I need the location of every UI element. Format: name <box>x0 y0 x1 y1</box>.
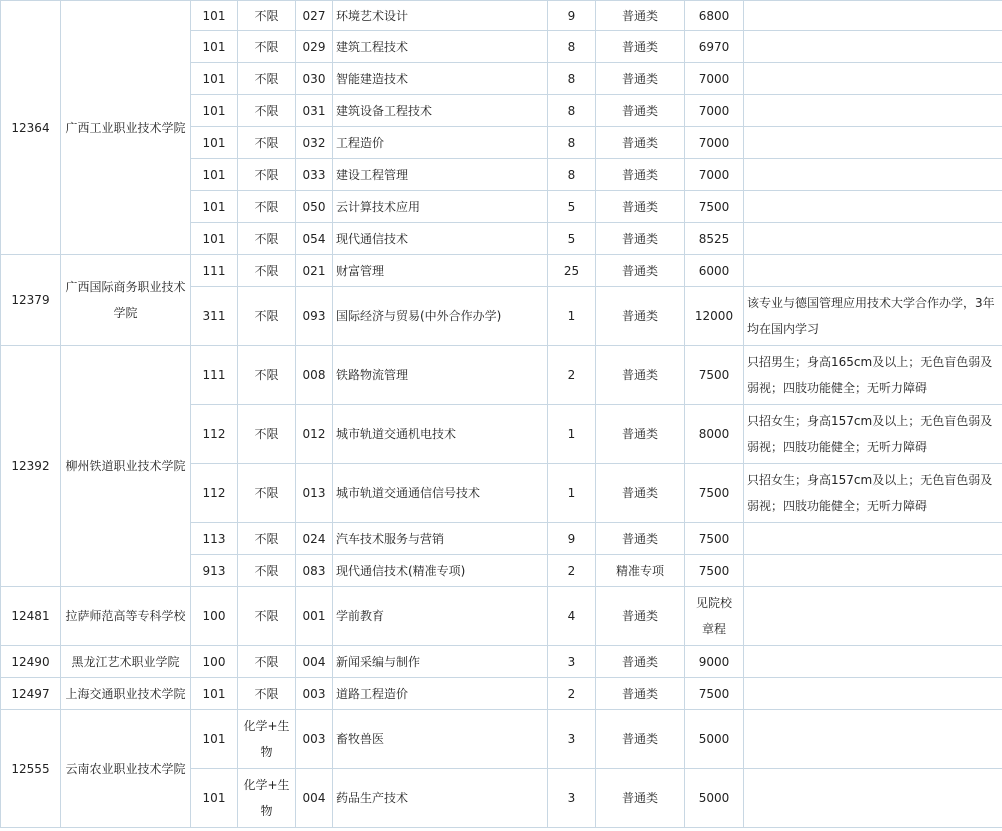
remark: 只招女生；身高157cm及以上；无色盲色弱及弱视；四肢功能健全；无听力障碍 <box>744 464 1002 523</box>
major-name: 药品生产技术 <box>333 769 548 828</box>
plan-count: 8 <box>548 95 596 127</box>
remark <box>744 95 1002 127</box>
tuition-fee: 9000 <box>685 646 744 678</box>
plan-count: 8 <box>548 159 596 191</box>
plan-count: 8 <box>548 63 596 95</box>
plan-type: 普通类 <box>596 159 685 191</box>
group-code: 101 <box>191 710 238 769</box>
tuition-fee: 12000 <box>685 287 744 346</box>
plan-count: 1 <box>548 464 596 523</box>
major-code: 013 <box>296 464 333 523</box>
plan-type: 普通类 <box>596 646 685 678</box>
plan-type: 普通类 <box>596 523 685 555</box>
group-code: 101 <box>191 127 238 159</box>
major-name: 城市轨道交通通信信号技术 <box>333 464 548 523</box>
plan-count: 2 <box>548 346 596 405</box>
major-code: 093 <box>296 287 333 346</box>
group-code: 101 <box>191 191 238 223</box>
group-code: 101 <box>191 769 238 828</box>
subject-requirement: 不限 <box>238 31 296 63</box>
group-code: 913 <box>191 555 238 587</box>
table-row <box>1 255 1002 287</box>
tuition-fee: 8525 <box>685 223 744 255</box>
tuition-fee: 7500 <box>685 555 744 587</box>
plan-type: 普通类 <box>596 405 685 464</box>
plan-type: 普通类 <box>596 678 685 710</box>
remark <box>744 646 1002 678</box>
remark <box>744 191 1002 223</box>
group-code: 101 <box>191 159 238 191</box>
table-row <box>1 678 1002 710</box>
table-row <box>1 646 1002 678</box>
major-code: 027 <box>296 1 333 31</box>
remark: 该专业与德国管理应用技术大学合作办学，3年均在国内学习 <box>744 287 1002 346</box>
tuition-fee: 7500 <box>685 678 744 710</box>
tuition-fee: 6000 <box>685 255 744 287</box>
remark <box>744 587 1002 646</box>
tuition-fee: 8000 <box>685 405 744 464</box>
plan-type: 普通类 <box>596 127 685 159</box>
subject-requirement: 不限 <box>238 255 296 287</box>
major-name: 现代通信技术(精准专项) <box>333 555 548 587</box>
major-name: 建筑设备工程技术 <box>333 95 548 127</box>
tuition-fee: 7000 <box>685 127 744 159</box>
major-code: 001 <box>296 587 333 646</box>
tuition-fee: 6800 <box>685 1 744 31</box>
subject-requirement: 不限 <box>238 646 296 678</box>
group-code: 101 <box>191 223 238 255</box>
plan-count: 8 <box>548 127 596 159</box>
remark <box>744 1 1002 31</box>
subject-requirement: 不限 <box>238 523 296 555</box>
plan-type: 普通类 <box>596 63 685 95</box>
remark <box>744 255 1002 287</box>
school-code: 12392 <box>1 346 61 587</box>
major-name: 道路工程造价 <box>333 678 548 710</box>
school-name: 黑龙江艺术职业学院 <box>61 646 191 678</box>
group-code: 101 <box>191 1 238 31</box>
plan-count: 5 <box>548 223 596 255</box>
remark <box>744 159 1002 191</box>
group-code: 100 <box>191 646 238 678</box>
group-code: 311 <box>191 287 238 346</box>
major-code: 003 <box>296 678 333 710</box>
major-code: 030 <box>296 63 333 95</box>
major-name: 畜牧兽医 <box>333 710 548 769</box>
remark <box>744 63 1002 95</box>
major-code: 083 <box>296 555 333 587</box>
major-name: 工程造价 <box>333 127 548 159</box>
remark <box>744 769 1002 828</box>
plan-type: 普通类 <box>596 769 685 828</box>
tuition-fee: 7000 <box>685 95 744 127</box>
remark <box>744 523 1002 555</box>
subject-requirement: 不限 <box>238 63 296 95</box>
major-code: 031 <box>296 95 333 127</box>
major-name: 云计算技术应用 <box>333 191 548 223</box>
major-name: 建筑工程技术 <box>333 31 548 63</box>
school-name: 柳州铁道职业技术学院 <box>61 346 191 587</box>
remark <box>744 678 1002 710</box>
subject-requirement: 不限 <box>238 159 296 191</box>
tuition-fee: 见院校章程 <box>685 587 744 646</box>
plan-count: 2 <box>548 555 596 587</box>
major-name: 国际经济与贸易(中外合作办学) <box>333 287 548 346</box>
school-name: 拉萨师范高等专科学校 <box>61 587 191 646</box>
major-code: 054 <box>296 223 333 255</box>
plan-type: 普通类 <box>596 191 685 223</box>
plan-count: 4 <box>548 587 596 646</box>
subject-requirement: 不限 <box>238 464 296 523</box>
remark <box>744 555 1002 587</box>
table-row <box>1 346 1002 405</box>
remark: 只招男生；身高165cm及以上；无色盲色弱及弱视；四肢功能健全；无听力障碍 <box>744 346 1002 405</box>
group-code: 112 <box>191 405 238 464</box>
school-code: 12497 <box>1 678 61 710</box>
plan-count: 3 <box>548 710 596 769</box>
plan-type: 普通类 <box>596 255 685 287</box>
major-name: 智能建造技术 <box>333 63 548 95</box>
plan-count: 1 <box>548 405 596 464</box>
major-code: 012 <box>296 405 333 464</box>
plan-type: 普通类 <box>596 587 685 646</box>
subject-requirement: 不限 <box>238 127 296 159</box>
plan-type: 精准专项 <box>596 555 685 587</box>
subject-requirement: 不限 <box>238 1 296 31</box>
subject-requirement: 化学+生物 <box>238 769 296 828</box>
major-code: 050 <box>296 191 333 223</box>
table-row <box>1 1 1002 31</box>
subject-requirement: 化学+生物 <box>238 710 296 769</box>
plan-type: 普通类 <box>596 287 685 346</box>
group-code: 101 <box>191 31 238 63</box>
subject-requirement: 不限 <box>238 555 296 587</box>
major-name: 新闻采编与制作 <box>333 646 548 678</box>
plan-type: 普通类 <box>596 464 685 523</box>
group-code: 113 <box>191 523 238 555</box>
plan-count: 9 <box>548 1 596 31</box>
plan-count: 3 <box>548 646 596 678</box>
major-code: 033 <box>296 159 333 191</box>
school-name: 云南农业职业技术学院 <box>61 710 191 828</box>
tuition-fee: 5000 <box>685 769 744 828</box>
tuition-fee: 7000 <box>685 159 744 191</box>
school-name: 上海交通职业技术学院 <box>61 678 191 710</box>
plan-count: 3 <box>548 769 596 828</box>
school-name: 广西工业职业技术学院 <box>61 1 191 255</box>
group-code: 111 <box>191 255 238 287</box>
plan-type: 普通类 <box>596 346 685 405</box>
major-name: 建设工程管理 <box>333 159 548 191</box>
school-name: 广西国际商务职业技术学院 <box>61 255 191 346</box>
plan-type: 普通类 <box>596 710 685 769</box>
remark <box>744 31 1002 63</box>
major-code: 004 <box>296 769 333 828</box>
subject-requirement: 不限 <box>238 678 296 710</box>
subject-requirement: 不限 <box>238 95 296 127</box>
plan-type: 普通类 <box>596 31 685 63</box>
group-code: 101 <box>191 678 238 710</box>
remark <box>744 127 1002 159</box>
table-row <box>1 587 1002 646</box>
remark <box>744 223 1002 255</box>
major-name: 学前教育 <box>333 587 548 646</box>
major-name: 现代通信技术 <box>333 223 548 255</box>
group-code: 100 <box>191 587 238 646</box>
tuition-fee: 6970 <box>685 31 744 63</box>
major-name: 铁路物流管理 <box>333 346 548 405</box>
subject-requirement: 不限 <box>238 191 296 223</box>
major-code: 032 <box>296 127 333 159</box>
major-code: 021 <box>296 255 333 287</box>
major-name: 财富管理 <box>333 255 548 287</box>
major-code: 003 <box>296 710 333 769</box>
subject-requirement: 不限 <box>238 287 296 346</box>
school-code: 12555 <box>1 710 61 828</box>
plan-count: 5 <box>548 191 596 223</box>
remark <box>744 710 1002 769</box>
major-code: 024 <box>296 523 333 555</box>
tuition-fee: 7000 <box>685 63 744 95</box>
major-code: 004 <box>296 646 333 678</box>
remark: 只招女生；身高157cm及以上；无色盲色弱及弱视；四肢功能健全；无听力障碍 <box>744 405 1002 464</box>
plan-count: 9 <box>548 523 596 555</box>
school-code: 12379 <box>1 255 61 346</box>
plan-type: 普通类 <box>596 1 685 31</box>
major-code: 008 <box>296 346 333 405</box>
tuition-fee: 7500 <box>685 346 744 405</box>
group-code: 101 <box>191 63 238 95</box>
plan-type: 普通类 <box>596 223 685 255</box>
tuition-fee: 7500 <box>685 523 744 555</box>
group-code: 111 <box>191 346 238 405</box>
major-name: 城市轨道交通机电技术 <box>333 405 548 464</box>
subject-requirement: 不限 <box>238 405 296 464</box>
plan-count: 2 <box>548 678 596 710</box>
plan-type: 普通类 <box>596 95 685 127</box>
subject-requirement: 不限 <box>238 587 296 646</box>
plan-count: 1 <box>548 287 596 346</box>
tuition-fee: 7500 <box>685 191 744 223</box>
plan-count: 8 <box>548 31 596 63</box>
tuition-fee: 7500 <box>685 464 744 523</box>
major-name: 汽车技术服务与营销 <box>333 523 548 555</box>
group-code: 101 <box>191 95 238 127</box>
plan-count: 25 <box>548 255 596 287</box>
major-name: 环境艺术设计 <box>333 1 548 31</box>
subject-requirement: 不限 <box>238 223 296 255</box>
subject-requirement: 不限 <box>238 346 296 405</box>
major-code: 029 <box>296 31 333 63</box>
group-code: 112 <box>191 464 238 523</box>
school-code: 12481 <box>1 587 61 646</box>
tuition-fee: 5000 <box>685 710 744 769</box>
table-row <box>1 710 1002 769</box>
school-code: 12364 <box>1 1 61 255</box>
school-code: 12490 <box>1 646 61 678</box>
